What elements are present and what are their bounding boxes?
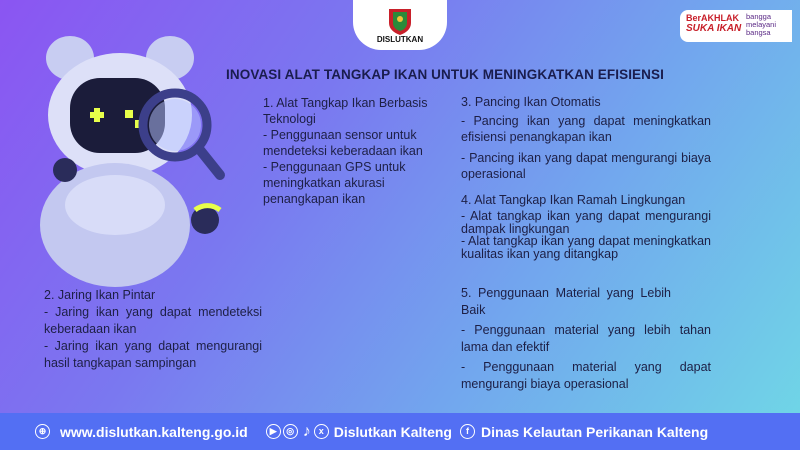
youtube-icon[interactable]: ▶ (266, 424, 281, 439)
section-2 (44, 287, 262, 372)
section-item: - Pancing ikan yang dapat mengurangi biaya operasional (461, 150, 711, 181)
emblem-icon (385, 6, 415, 36)
section-4 (461, 193, 711, 260)
section-item: - Alat tangkap ikan yang dapat meningkatkan kualitas ikan yang ditangkap (461, 234, 711, 261)
section-5 (461, 285, 711, 393)
section-item: - Penggunaan sensor untuk mendeteksi keberadaan ikan (263, 128, 423, 158)
section-item: - Penggunaan material yang dapat mengurangi biaya operasional (461, 360, 711, 391)
section-item: - Penggunaan material yang lebih tahan lama dan efektif (461, 323, 711, 354)
tiktok-icon[interactable]: ♪ (302, 422, 311, 440)
badge-tagline: bangga melayani bangsa (746, 12, 777, 37)
social-handle[interactable]: Dislutkan Kalteng (333, 423, 452, 440)
badge-line1: BerAKHLAK (686, 13, 740, 23)
section-item: - Jaring ikan yang dapat mendeteksi keberadaan ikan (44, 305, 262, 336)
section-3 (461, 94, 711, 183)
section-item: - Penggunaan GPS untuk meningkatkan akurasi penangkapan ikan (263, 160, 406, 206)
section-item: - Alat tangkap ikan yang dapat mengurangi dampak lingkungan (461, 209, 711, 236)
website-link[interactable]: www.dislutkan.kalteng.go.id (60, 423, 248, 440)
section-heading: 2. Jaring Ikan Pintar (44, 288, 156, 302)
section-heading: 4. Alat Tangkap Ikan Ramah Lingkungan (461, 193, 686, 207)
facebook-page[interactable]: Dinas Kelautan Perikanan Kalteng (480, 423, 709, 440)
facebook-icon[interactable]: f (460, 424, 475, 439)
robot-illustration (20, 20, 240, 290)
badge-line2: SUKA IKAN (686, 23, 742, 34)
footer-bar (0, 413, 800, 450)
section-heading: 3. Pancing Ikan Otomatis (461, 95, 601, 109)
section-heading: 1. Alat Tangkap Ikan Berbasis Teknologi (263, 96, 428, 126)
section-item: - Pancing ikan yang dapat meningkatkan efisiensi penangkapan ikan (461, 113, 711, 144)
instagram-icon[interactable]: ◎ (283, 424, 298, 439)
globe-icon: ⊕ (35, 424, 50, 439)
section-1 (263, 95, 443, 207)
section-item: - Jaring ikan yang dapat mengurangi hasil tangkapan sampingan (44, 339, 262, 370)
berakhlak-badge (680, 10, 792, 42)
dislutkan-logo (353, 0, 447, 50)
section-heading: 5. Penggunaan Material yang Lebih Baik (461, 286, 671, 317)
page-title: INOVASI ALAT TANGKAP IKAN UNTUK MENINGKATKAN EFISIENSI (226, 67, 664, 82)
logo-text: DISLUTKAN (376, 35, 424, 44)
x-icon[interactable]: x (314, 424, 329, 439)
